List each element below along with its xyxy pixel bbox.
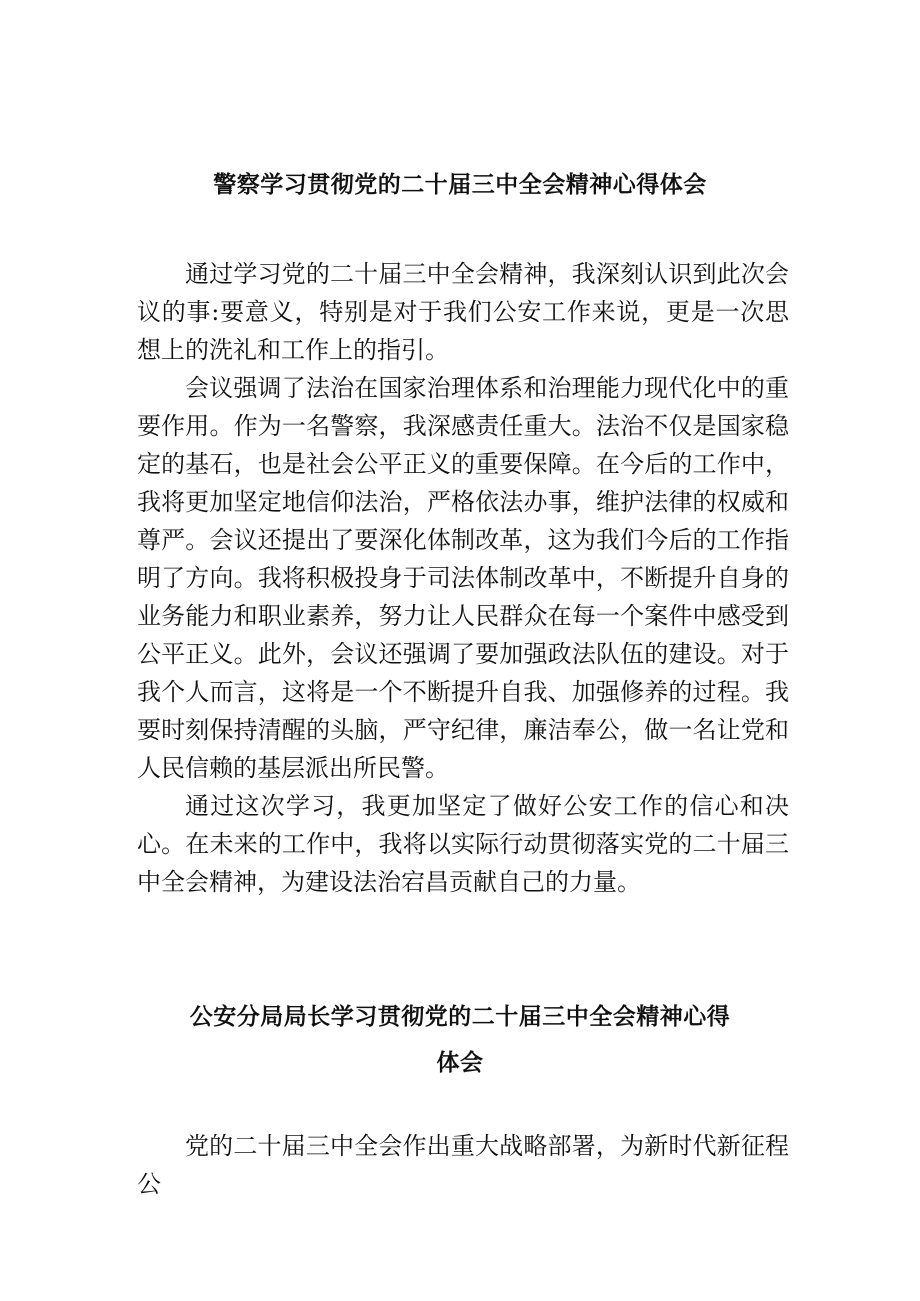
article-title-1: 警察学习贯彻党的二十届三中全会精神心得体会	[213, 172, 707, 198]
article-body-1	[137, 255, 789, 901]
article-title-2-line-2: 体会	[436, 1050, 484, 1076]
paragraph: 党的二十届三中全会作出重大战略部署，为新时代新征程公	[137, 1132, 789, 1198]
paragraph: 会议强调了法治在国家治理体系和治理能力现代化中的重要作用。作为一名警察，我深感责任重大。法治不仅是国家稳定的基石，也是社会公平正义的重要保障。在今后的工作中，我将更加坚定地信仰法治，严格依法办事，维护法律的权威和尊严。会议还提出了要深化体制改革，这为我们今后的工作指明了方向。我将积极投身于司法体制改革中，不断提升自身的业务能力和职业素养，努力让人民群众在每一个案件中感受到公平正义。此外，会议还强调了要加强政法队伍的建设。对于我个人而言，这将是一个不断提升自我、加强修养的过程。我要时刻保持清醒的头脑，严守纪律，廉洁奉公，做一名让党和人民信赖的基层派出所民警。	[137, 374, 789, 782]
article-body-2	[137, 1127, 789, 1203]
article-title-2	[0, 994, 920, 1086]
paragraph: 通过学习党的二十届三中全会精神，我深刻认识到此次会议的事:要意义，特别是对于我们公安工作来说，更是一次思想上的洗礼和工作上的指引。	[137, 260, 789, 364]
article-title-2-line-1: 公安分局局长学习贯彻党的二十届三中全会精神心得	[189, 1004, 731, 1030]
paragraph: 通过这次学习，我更加坚定了做好公安工作的信心和决心。在未来的工作中，我将以实际行动贯彻落实党的二十届三中全会精神，为建设法治宕昌贡献自己的力量。	[137, 792, 789, 896]
